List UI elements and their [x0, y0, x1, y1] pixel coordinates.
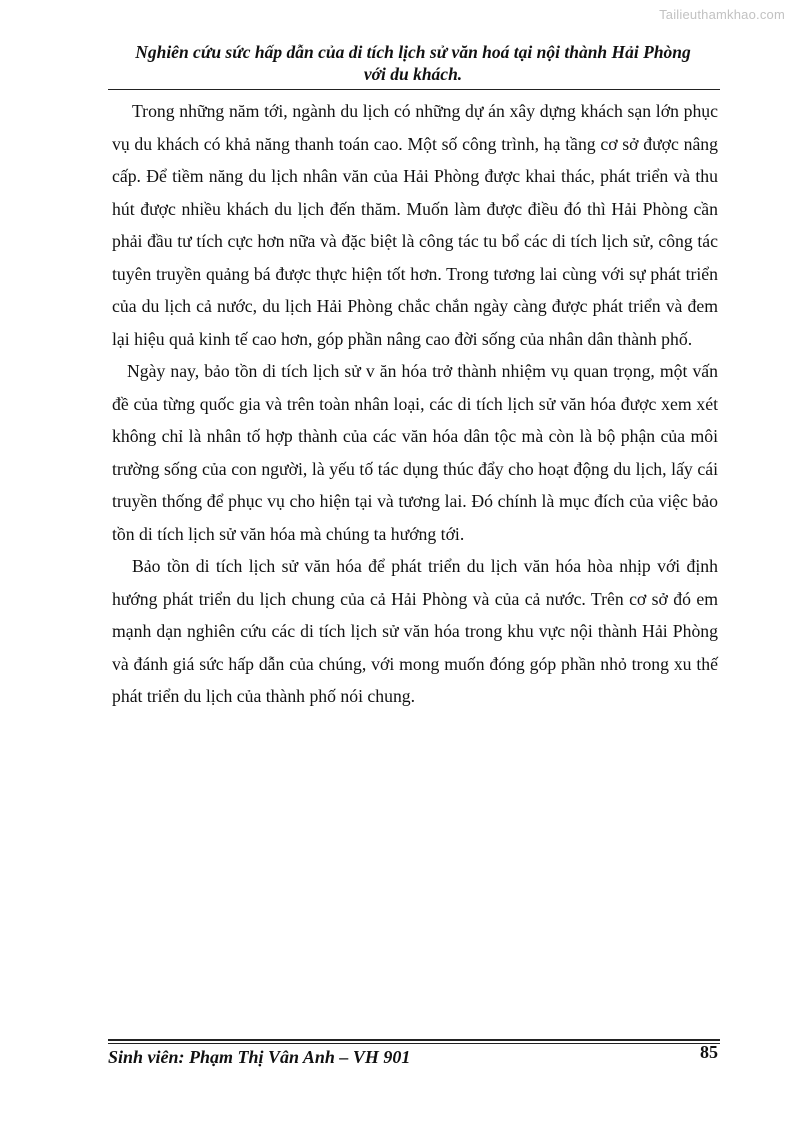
footer-author: Sinh viên: Phạm Thị Vân Anh – VH 901: [108, 1047, 411, 1067]
header-title-line-1: Nghiên cứu sức hấp dẫn của di tích lịch sử văn hoá tại nội thành Hải Phòng: [135, 42, 691, 62]
document-body: [112, 95, 718, 713]
page-number: 85: [700, 1042, 718, 1062]
header-divider: [108, 89, 720, 90]
watermark-text: Tailieuthamkhao.com: [659, 7, 785, 22]
footer-divider-thin: [108, 1043, 720, 1044]
paragraph-3: Bảo tồn di tích lịch sử văn hóa để phát triển du lịch văn hóa hòa nhịp với định hướng phát triển du lịch chung của cả Hải Phòng và của cả nước. Trên cơ sở đó em mạnh dạn nghiên cứu các di tích lịch sử văn hóa trong khu vực nội thành Hải Phòng và đánh giá sức hấp dẫn của chúng, với mong muốn đóng góp phần nhỏ trong xu thế phát triển du lịch của thành phố nói chung.: [112, 556, 718, 706]
header-title-line-2: với du khách.: [363, 64, 463, 84]
footer-divider-thick: [108, 1039, 720, 1041]
page-header: [108, 41, 718, 85]
paragraph-2: Ngày nay, bảo tồn di tích lịch sử v ăn hóa trở thành nhiệm vụ quan trọng, một vấn đề của từng quốc gia và trên toàn nhân loại, các di tích lịch sử văn hóa được xem xét không chỉ là nhân tố hợp thành của các văn hóa dân tộc mà còn là bộ phận của môi trường sống của con người, là yếu tố tác dụng thúc đẩy cho hoạt động du lịch, lấy cái truyền thống để phục vụ cho hiện tại và tương lai. Đó chính là mục đích của việc bảo tồn di tích lịch sử văn hóa mà chúng ta hướng tới.: [112, 361, 718, 544]
paragraph-1: Trong những năm tới, ngành du lịch có những dự án xây dựng khách sạn lớn phục vụ du khách có khả năng thanh toán cao. Một số công trình, hạ tầng cơ sở được nâng cấp. Để tiềm năng du lịch nhân văn của Hải Phòng được khai thác, phát triển và thu hút được nhiều khách du lịch đến thăm. Muốn làm được điều đó thì Hải Phòng cần phải đầu tư tích cực hơn nữa và đặc biệt là công tác tu bổ các di tích lịch sử, công tác tuyên truyền quảng bá được thực hiện tốt hơn. Trong tương lai cùng với sự phát triển của du lịch cả nước, du lịch Hải Phòng chắc chắn ngày càng được phát triển và đem lại hiệu quả kinh tế cao hơn, góp phần nâng cao đời sống của nhân dân thành phố.: [112, 101, 718, 349]
